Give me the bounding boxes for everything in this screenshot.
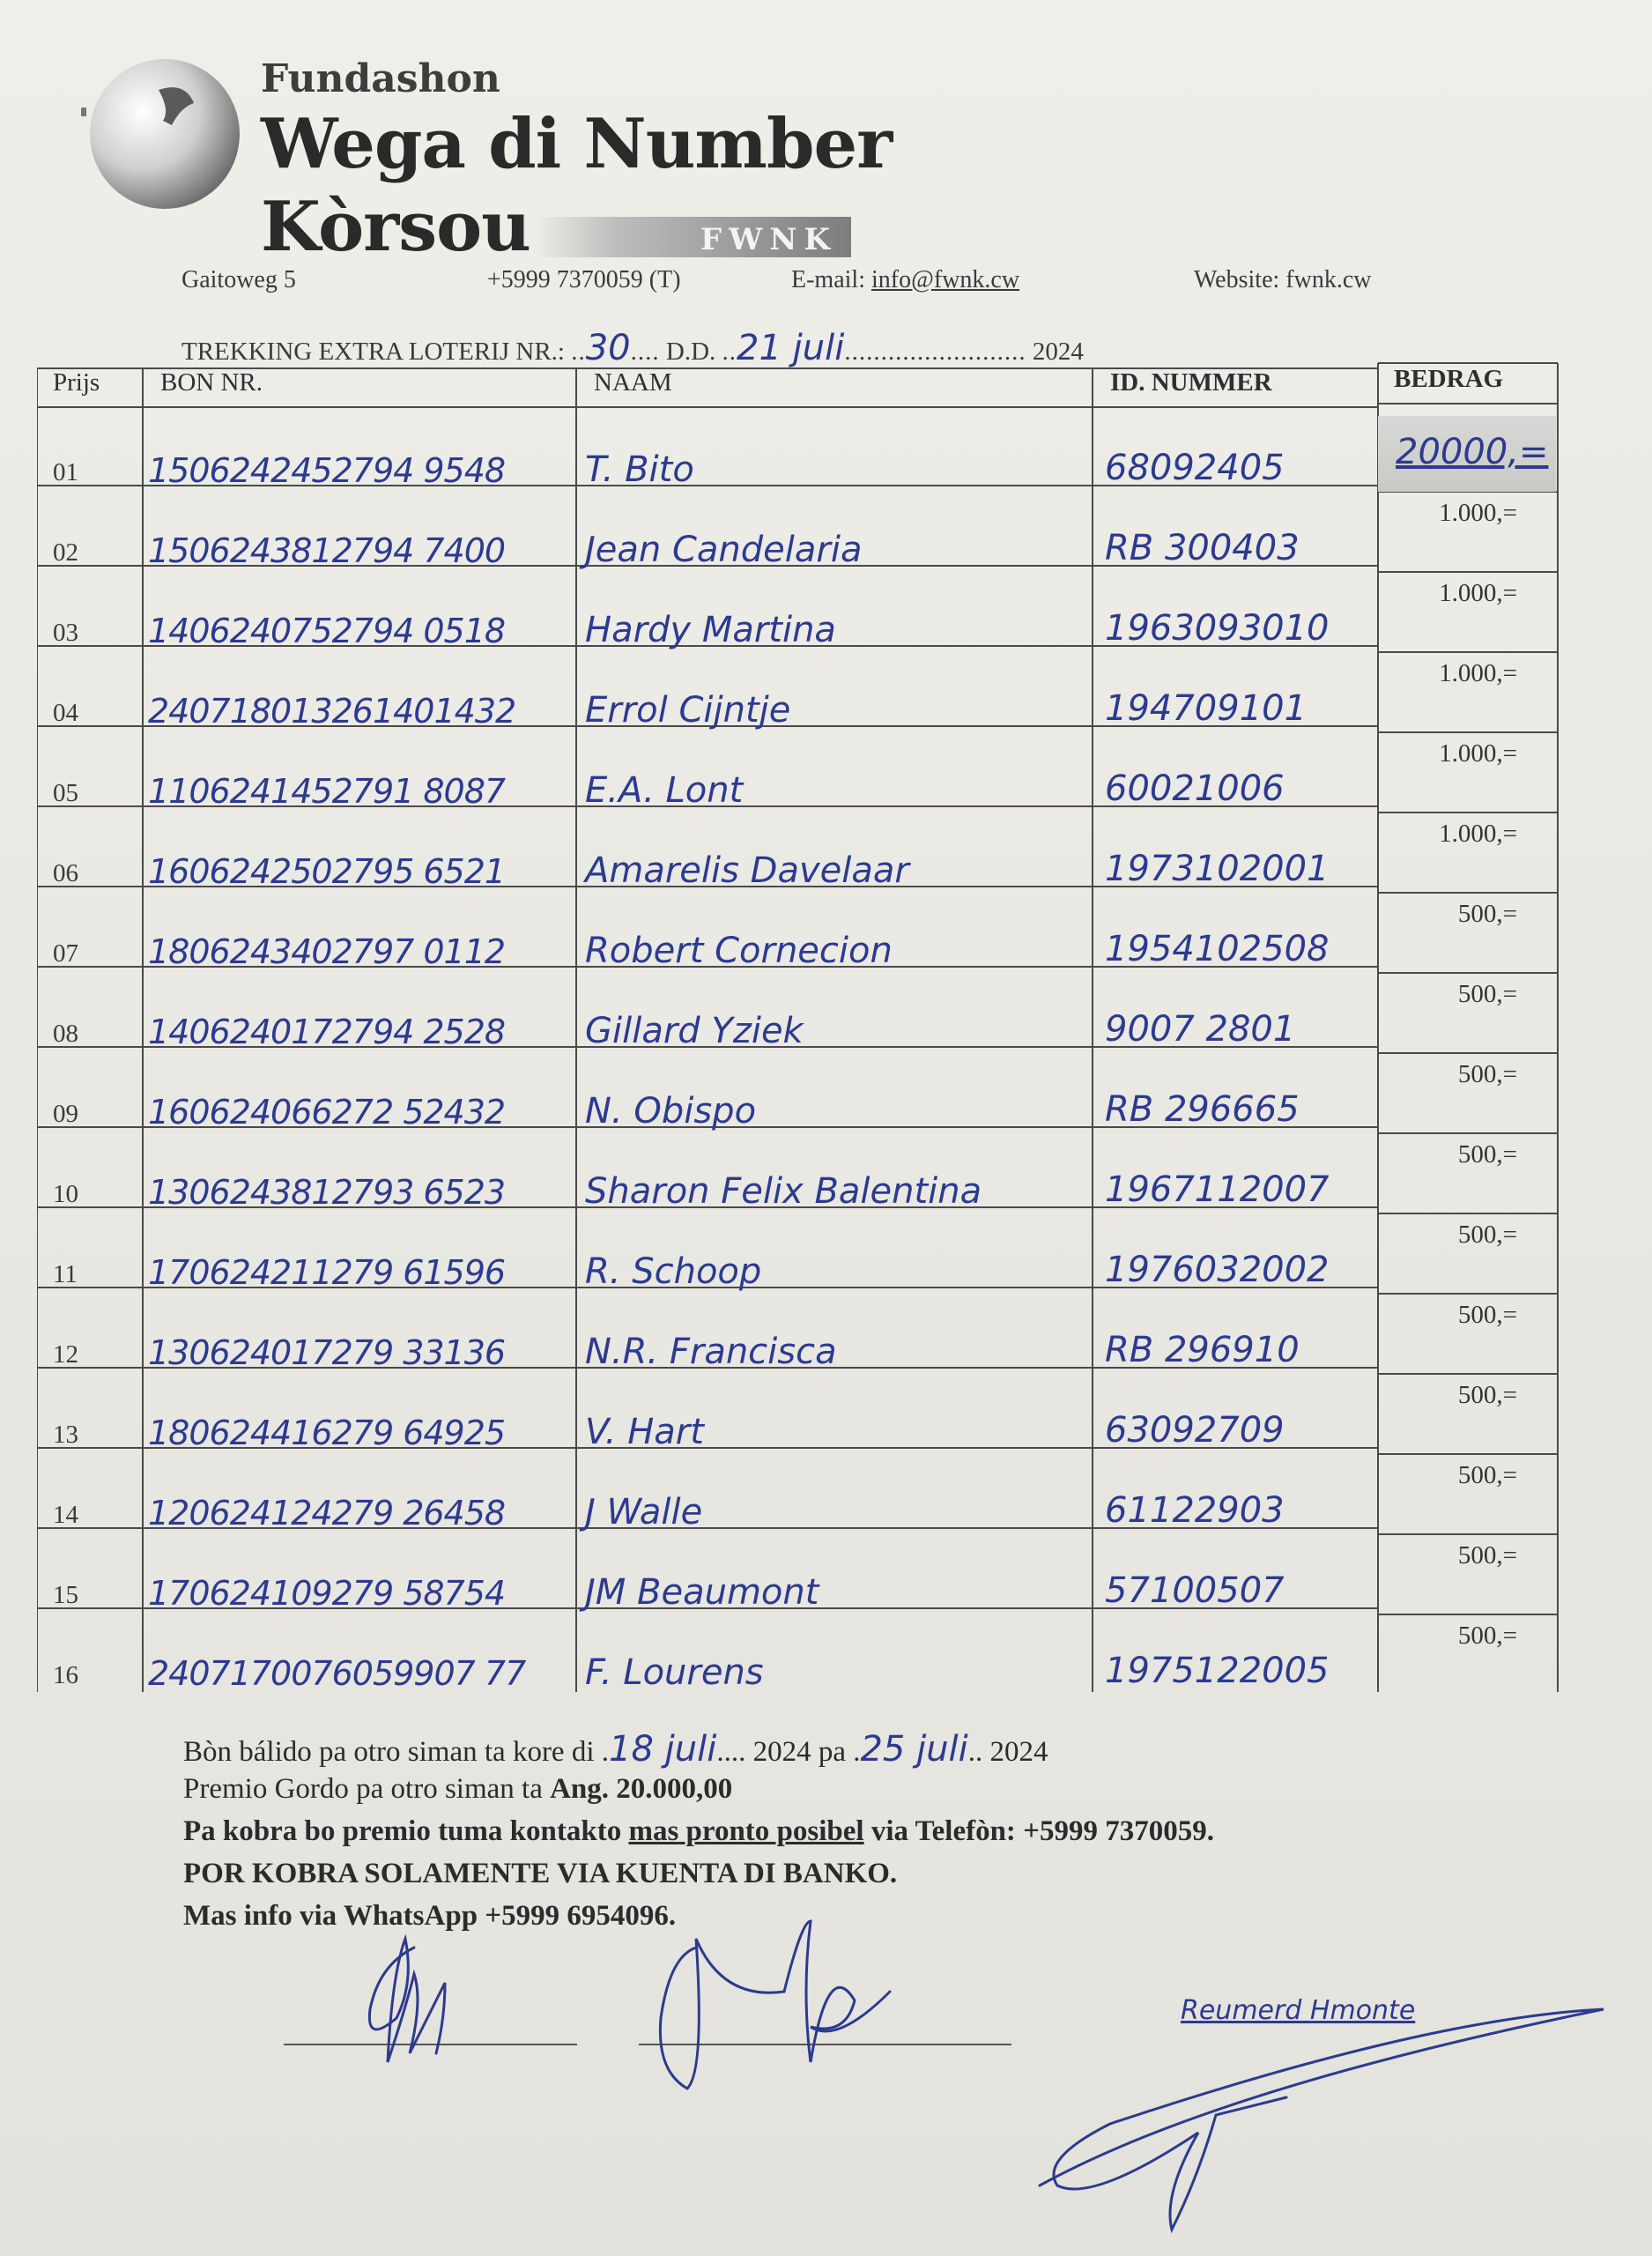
ticket-number: 1506242452794 9548 [148, 451, 506, 490]
prize-number: 08 [53, 1020, 78, 1048]
id-number: 1973102001 [1105, 849, 1330, 889]
winner-name: E.A. Lont [585, 770, 744, 811]
dots: .. [571, 338, 586, 366]
ticket-number: 1106241452791 8087 [148, 772, 506, 811]
abbr-banner [537, 217, 851, 257]
id-number: 63092709 [1105, 1410, 1285, 1451]
dots: .... [716, 1736, 746, 1768]
ticket-number: 120624124279 26458 [148, 1494, 506, 1532]
id-number: 1976032002 [1105, 1250, 1330, 1290]
results-table [37, 361, 1559, 1692]
date-label: D.D. [665, 338, 716, 366]
ticket-number: 180624416279 64925 [148, 1414, 506, 1452]
prize-number: 12 [53, 1340, 78, 1369]
prize-line [183, 1773, 732, 1806]
prize-number: 15 [53, 1581, 78, 1609]
header-id: ID. NUMMER [1110, 368, 1272, 397]
id-number: 68092405 [1105, 448, 1285, 488]
ticket-number: 130624017279 33136 [148, 1333, 506, 1372]
email-label: E-mail: [791, 266, 865, 293]
jackpot-amount-box [1378, 416, 1556, 492]
claim-pre: Pa kobra bo premio tuma kontakto [183, 1815, 622, 1847]
prize-number: 16 [53, 1661, 78, 1689]
winner-name: N. Obispo [585, 1091, 757, 1132]
prize-amount: 500,= [1457, 1221, 1517, 1249]
prize-amount: 500,= [1457, 1461, 1517, 1489]
prize-pre: Premio Gordo pa otro siman ta [183, 1773, 543, 1805]
id-number: RB 296665 [1105, 1089, 1300, 1130]
prize-number: 06 [53, 859, 78, 887]
prize-amount: 500,= [1457, 1541, 1517, 1570]
winner-name: JM Beaumont [585, 1572, 819, 1613]
prize-number: 05 [53, 779, 78, 807]
prize-amount: 1.000,= [1439, 499, 1517, 527]
winner-name: J Walle [585, 1492, 703, 1532]
prize-amount: 500,= [1457, 1301, 1517, 1329]
signature-2 [660, 1921, 890, 2089]
dots: .. [722, 338, 737, 366]
id-number: 57100507 [1105, 1570, 1285, 1611]
header-bon: BON NR. [160, 368, 263, 397]
ticket-number: 1306243812793 6523 [148, 1173, 506, 1212]
id-number: 61122903 [1105, 1490, 1285, 1531]
header-prijs: Prijs [53, 368, 100, 397]
claim-post: via Telefòn: +5999 7370059. [870, 1815, 1214, 1847]
draw-year: 2024 [1032, 338, 1084, 366]
org-name-line2: Kòrsou [261, 187, 530, 267]
prize-number: 01 [53, 458, 78, 486]
ticket-number: 170624211279 61596 [148, 1253, 506, 1292]
id-number: RB 296910 [1105, 1330, 1300, 1370]
whatsapp-text: Mas info via WhatsApp +5999 6954096. [183, 1900, 677, 1932]
header-bedrag: BEDRAG [1394, 365, 1504, 393]
winner-name: Jean Candelaria [585, 530, 863, 570]
winner-name: Amarelis Davelaar [585, 850, 909, 891]
signature-3 [1040, 2009, 1604, 2230]
id-number: 9007 2801 [1105, 1009, 1296, 1050]
signature-name-3: Reumerd Hmonte [1181, 1995, 1416, 2026]
prize-number: 14 [53, 1501, 78, 1529]
prize-number: 11 [53, 1260, 78, 1288]
id-number: RB 300403 [1105, 528, 1300, 568]
draw-number: 30 [585, 328, 631, 368]
signatures [0, 1895, 1652, 2256]
prize-amount: Ang. 20.000,00 [550, 1773, 733, 1805]
email-link[interactable]: info@fwnk.cw [870, 266, 1020, 293]
prize-amount: 500,= [1457, 1140, 1517, 1169]
dots: .... [630, 338, 660, 366]
validity-from: 18 juli [609, 1729, 717, 1770]
winner-name: Gillard Yziek [585, 1011, 804, 1051]
ticket-number: 240718013261401432 [148, 692, 516, 731]
validity-line [183, 1729, 1048, 1770]
winner-name: T. Bito [585, 449, 694, 490]
prize-number: 07 [53, 939, 78, 968]
bank-text: POR KOBRA SOLAMENTE VIA KUENTA DI BANKO. [183, 1858, 898, 1889]
id-number: 194709101 [1105, 688, 1308, 729]
validity-mid: 2024 pa [752, 1736, 846, 1768]
ticket-number: 2407170076059907 77 [148, 1654, 526, 1693]
ticket-number: 1606242502795 6521 [148, 852, 506, 891]
validity-to: 25 juli [860, 1729, 968, 1770]
dots: ......................... [844, 338, 1026, 366]
winner-name: Sharon Felix Balentina [585, 1171, 982, 1212]
prize-amount: 1.000,= [1439, 820, 1517, 848]
dots: .. [967, 1736, 983, 1768]
email-line [791, 266, 1019, 294]
prize-amount: 1.000,= [1439, 579, 1517, 607]
prize-amount: 500,= [1457, 1622, 1517, 1650]
winner-name: R. Schoop [585, 1251, 762, 1292]
prize-amount: 1.000,= [1439, 659, 1517, 687]
id-number: 1963093010 [1105, 608, 1330, 649]
prize-number: 04 [53, 699, 78, 727]
validity-end: 2024 [989, 1736, 1048, 1768]
winner-name: Errol Cijntje [585, 690, 791, 731]
header-naam: NAAM [594, 368, 672, 397]
prize-number: 02 [53, 538, 78, 567]
jackpot-amount: 20000,= [1396, 432, 1549, 472]
ticket-number: 160624066272 52432 [148, 1093, 506, 1132]
org-name-line1: Wega di Number [261, 104, 893, 184]
prize-amount: 500,= [1457, 1381, 1517, 1409]
prize-number: 09 [53, 1100, 78, 1128]
draw-label: TREKKING EXTRA LOTERIJ NR.: [181, 338, 565, 366]
address: Gaitoweg 5 [181, 266, 296, 293]
id-number: 1967112007 [1105, 1169, 1330, 1210]
prize-number: 03 [53, 619, 78, 647]
ticket-number: 1506243812794 7400 [148, 531, 506, 570]
org-name-small: Fundashon [261, 56, 500, 101]
validity-pre: Bòn bálido pa otro siman ta kore di [183, 1736, 595, 1768]
ticket-number: 170624109279 58754 [148, 1574, 506, 1613]
dots: . [601, 1736, 609, 1768]
id-number: 1975122005 [1105, 1651, 1330, 1691]
prize-amount: 500,= [1457, 1060, 1517, 1088]
ticket-number: 1806243402797 0112 [148, 932, 506, 971]
id-number: 1954102508 [1105, 929, 1330, 969]
prize-number: 13 [53, 1421, 78, 1449]
ticket-number: 1406240172794 2528 [148, 1013, 506, 1051]
dots: . [853, 1736, 861, 1768]
winner-name: F. Lourens [585, 1652, 764, 1693]
bank-line [183, 1858, 897, 1890]
winner-name: Robert Cornecion [585, 931, 893, 971]
ticket-number: 1406240752794 0518 [148, 612, 506, 650]
website: Website: fwnk.cw [1194, 266, 1372, 293]
prize-amount: 500,= [1457, 900, 1517, 928]
winner-name: Hardy Martina [585, 610, 836, 650]
prize-amount: 1.000,= [1439, 739, 1517, 768]
draw-date: 21 juli [737, 328, 845, 368]
prize-amount: 500,= [1457, 980, 1517, 1008]
winner-name: V. Hart [585, 1412, 704, 1452]
logo-ball-icon [81, 55, 240, 213]
abbr-text: FWNK [700, 222, 837, 257]
claim-line [183, 1815, 1214, 1848]
prize-number: 10 [53, 1180, 78, 1208]
phone: +5999 7370059 (T) [487, 266, 681, 293]
winner-name: N.R. Francisca [585, 1332, 837, 1372]
id-number: 60021006 [1105, 768, 1285, 809]
claim-underlined: mas pronto posibel [628, 1815, 864, 1847]
